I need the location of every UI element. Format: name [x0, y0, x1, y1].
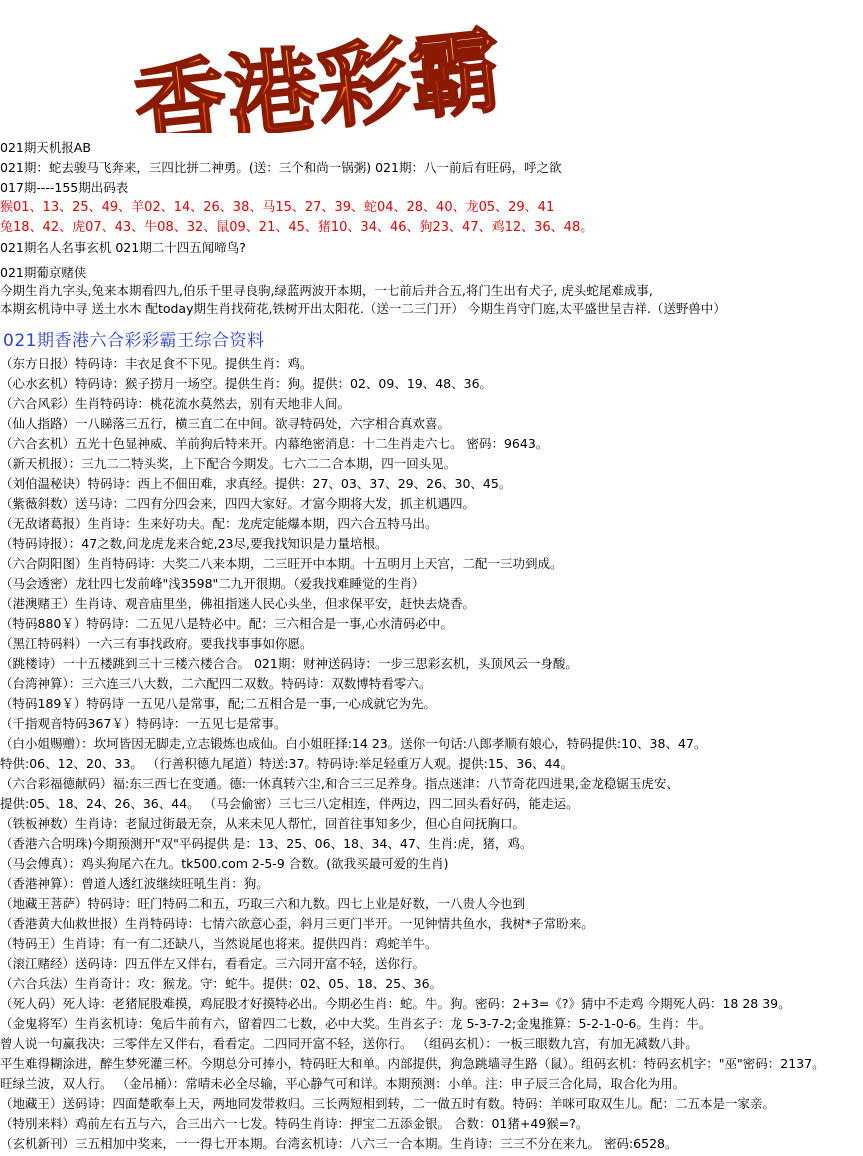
zodiac-number-row: 猴01、13、25、49、羊02、14、26、38、马15、27、39、蛇04、28、40、龙05、29、41 — [0, 200, 555, 215]
tip-item: （新天机报）：三九二二特头奖，上下配合今期发。七六二二合本期，四一回头见。 — [0, 456, 457, 471]
tip-item: （无敌诸葛报）生肖诗：生来好功夫。配：龙虎定能爆本期，四六合五特马出。 — [0, 516, 438, 531]
tip-item: （香港六合明珠)今期预测开"双"平码提供 是：13、25、06、18、34、47、生肖:虎，猪，鸡。 — [0, 836, 533, 851]
banner-title: 香港彩霸 — [129, 18, 507, 133]
tip-item: （特码189￥）特码诗 一五见八是常事，配;二五相合是一事,一心成就它为先。 — [0, 696, 437, 711]
tip-item: （铁板神数）生肖诗：老鼠过街最无奈，从来未见人帮忙，回首往事知多少，但心自问抚胸口。 — [0, 816, 526, 831]
tip-item: （跳楼诗）一十五楼跳到三十三楼六楼合合。 021期：财神送码诗：一步三思彩玄机，头顶风云一身酸。 — [0, 656, 578, 671]
tip-item: （刘伯温秘诀）特码诗：西上不佃田难，求真经。提供：27、03、37、29、26、30、45。 — [0, 476, 512, 491]
tip-item: （六合兵法）生肖奇计：攻：猴龙。守：蛇牛。提供：02、05、18、25、36。 — [0, 976, 443, 991]
tip-item: （香港黄大仙救世报）生肖特码诗：七情六欲意心歪，斜月三更门半开。一见钟情共鱼水，我树*子常盼来。 — [0, 916, 594, 931]
info-line: 017期----155期出码表 — [0, 180, 129, 195]
tip-item: （马会傅真）：鸡头狗尾六在九。tk500.com 2-5-9 合数。(欲我买最可爱的生肖) — [0, 856, 449, 871]
info-line: 本期玄机诗中寻 送土水木 配today期生肖找荷花,铁树开出太阳花.（送一二三门开） 今期生肖守门庭,太平盛世呈吉祥.（送野兽中） — [0, 301, 726, 316]
info-line: 今期生肖九字头,兔来本期看四九,伯乐千里寻良驹,绿蓝两波开本期，一七前后并合五,将门生出有犬子, 虎头蛇尾难成事, — [0, 283, 653, 298]
tip-item: （六合彩福德献码）福:东三西七在变通。德:一休真转六尘,和合三三足养身。指点迷津：八节奇花四进果,金龙稳锯玉虎安、 — [0, 776, 679, 791]
tip-item: （滚江赌经）送码诗：四五伴左又伴右，看看定。三六同开富不轻，送你行。 — [0, 956, 426, 971]
banner-logo — [125, 18, 605, 133]
tip-item: （特码诗报）：47之数,问龙虎龙来合蛇,23尽,要我找知识是力量培根。 — [0, 536, 388, 551]
tip-item: （死人码）死人诗：老猪屁股难摸，鸡屁股才好摸特必出。今期必生肖：蛇。牛。狗。密码：2+3=《?》猜中不走鸡 今期死人码：18 28 39。 — [0, 996, 791, 1011]
tip-item: （千指观音特码367￥）特码诗：一五见七是常事。 — [0, 716, 287, 731]
tip-item: 提供:05、18、24、26、36、44。 （马会偷密）三七三八定相连，伴两边，四二回头看好码，能走运。 — [0, 796, 579, 811]
tip-item: 特供:06、12、20、33。 （行善积德九尾道）特送:37。特码诗:举足轻重万人观。提供:15、36、44。 — [0, 756, 574, 771]
tip-item: 曾人说一句赢我决：三零伴左又伴右，看看定。二四同开富不轻，送你行。 （组码玄机）：一板三眼数九宫，有加无减数八卦。 — [0, 1036, 698, 1051]
tip-item: （六合风彩）生肖特码诗：桃花流水莫然去，别有天地非人间。 — [0, 396, 351, 411]
tip-item: （玄机新刊）三五相加中奖来，一一得七开本期。台湾玄机诗：八六三一合本期。生肖诗：三三不分在来九。 密码:6528。 — [0, 1136, 678, 1151]
tip-item: （紫薇斜数）送马诗：二四有分四会来，四四大家好。才富今期将大发，抓主机遇四。 — [0, 496, 476, 511]
tip-item: （地藏王）送码诗：四面楚歌奉上天，两地同发带救归。三长两短相到转，二一做五时有数。特码：羊咪可取双生儿。配：二五本是一家亲。 — [0, 1096, 776, 1111]
gambler-section — [0, 264, 863, 318]
tip-item: （东方日报）特码诗：丰衣足食不下见。提供生肖：鸡。 — [0, 356, 313, 371]
info-line: 021期：蛇去骏马飞奔来，三四比拼二神勇。(送：三个和尚一锅粥) 021期：八一前后有旺码，呼之欲 — [0, 160, 562, 175]
tip-item: （马会透密）龙壮四七发前峰"浅3598"二九开很期。（爱我找难睡觉的生肖） — [0, 576, 425, 591]
tip-item: （特码880￥）特码诗：二五见八是特必中。配：三六相合是一事,心水清码必中。 — [0, 616, 453, 631]
tip-list — [0, 354, 863, 1154]
tip-item: 平生难得糊涂进，醉生梦死灌三杯。今期总分可捧小，特码旺大和单。内部提供，狗急跳墙寻生路（鼠）。组码玄机：特码玄机字："巫"密码：2137。 — [0, 1056, 825, 1071]
zodiac-number-row: 兔18、42、虎07、43、牛08、32、鼠09、21、45、猪10、34、46、狗23、47、鸡12、36、48。 — [0, 220, 594, 235]
tip-item: （黑江特码料）一六三有事找政府。要我找事事如你愿。 — [0, 636, 313, 651]
tip-item: （心水玄机）特码诗：猴子捞月一场空。提供生肖：狗。提供：02、09、19、48、36。 — [0, 376, 493, 391]
section-heading: 021期香港六合彩彩霸王综合资料 — [3, 331, 265, 351]
tip-item: （仙人指路）一八睇落三五行，横三直二在中间。欲寻特码处，六字相合真欢喜。 — [0, 416, 451, 431]
top-info-block — [0, 138, 605, 258]
tip-item: （六合玄机）五光十色显神威、羊前狗后特来开。内幕绝密消息：十二生肖走六七。 密码：9643。 — [0, 436, 549, 451]
tip-item: （台湾神算）：三六连三八大数，二六配四二双数。特码诗：双数博特看零六。 — [0, 676, 432, 691]
tip-item: 旺绿兰波，双人行。 （金吊桶）：常晴未必全尽输，平心静气可和详。本期预测：小单。注：申子辰三合化局，取合化为用。 — [0, 1076, 686, 1091]
tip-item: （港澳赌王）生肖诗、观音庙里坐，佛祖指迷人民心头坐，但求保平安，赶快去烧香。 — [0, 596, 476, 611]
tip-item: （地藏王菩萨）特码诗：旺门特码二和五，巧取三六和九数。四七上业是好数，一八贵人今也到 — [0, 896, 526, 911]
tip-item: （金鬼将军）生肖玄机诗：兔后牛前有六，留着四二七数，必中大奖。生肖玄子：龙 5-3-7-2;金鬼推算：5-2-1-0-6。生肖：牛。 — [0, 1016, 712, 1031]
info-line: 021期天机报AB — [0, 140, 91, 155]
tip-item: （特別来料）鸡前左右五与六，合三出六一七发。特码生肖诗：押宝二五添金银。 合数：01猪+49猴=?。 — [0, 1116, 589, 1131]
tip-item: （香港神算）：曾道人透红波继续旺吼生肖：狗。 — [0, 876, 269, 891]
tip-item: （特码王）生肖诗：有一有二还缺八，当然说尾也将来。提供四肖：鸡蛇羊牛。 — [0, 936, 438, 951]
tip-item: （白小姐赐赠）：坎坷皆因无脚走,立志锻炼也成仙。白小姐旺择:14 23。送你一句话:八郎孝顺有娘心，特码提供:10、38、47。 — [0, 736, 707, 751]
info-line: 021期葡京赌侠 — [0, 265, 87, 280]
tip-item: （六合阴阳图）生肖特码诗：大奖二八来本期，二三旺开中本期。十五明月上天宫，二配一三功到成。 — [0, 556, 563, 571]
info-line: 021期名人名事玄机 021期二十四五闻啼鸟? — [0, 240, 246, 255]
